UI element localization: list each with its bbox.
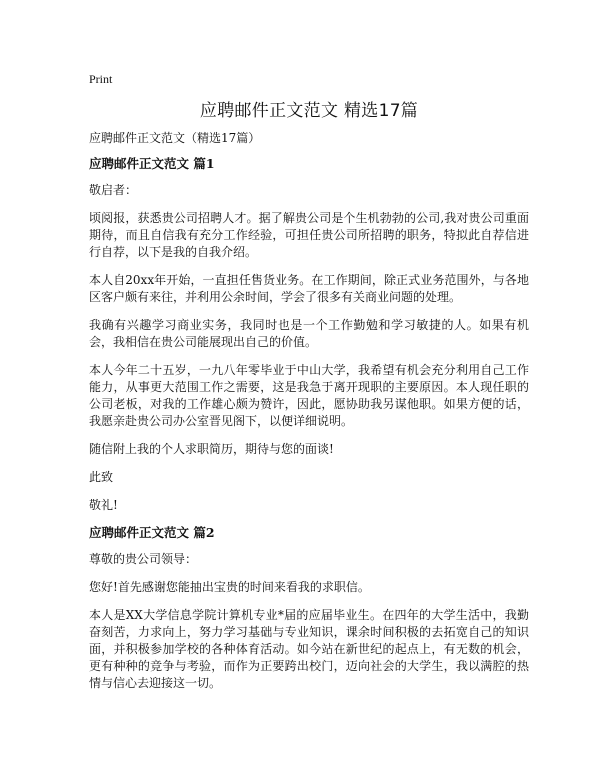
paragraph: 顷阅报，获悉贵公司招聘人才。据了解贵公司是个生机勃勃的公司,我对贵公司重面期待，而且自信我有充分工作经验，可担任贵公司所招聘的职务，特拟此自荐信进行自荐，以下是我的自我介绍。 [89, 211, 529, 259]
section-1 [89, 156, 529, 514]
document-page [89, 72, 529, 703]
section-heading: 应聘邮件正文范文 篇2 [89, 525, 215, 540]
closing-line: 此致 [89, 470, 114, 484]
document-title: 应聘邮件正文范文 精选17篇 [199, 101, 419, 121]
document-subtitle: 应聘邮件正文范文（精选17篇） [89, 131, 261, 145]
closing-line: 敬礼! [89, 498, 118, 512]
print-label[interactable]: Print [89, 72, 113, 86]
paragraph: 本人是XX大学信息学院计算机专业*届的应届毕业生。在四年的大学生活中，我勤奋刻苦，力求向上，努力学习基础与专业知识，课余时间积极的去拓宽自己的知识面，并积极参加学校的各种体育活动。如今站在新世纪的起点上，有无数的机会，更有种种的竞争与考验，而作为正要跨出校门，迈向社会的大学生，我以满腔的热情与信心去迎接这一切。 [89, 608, 529, 690]
paragraph: 本人今年二十五岁，一九八年零毕业于中山大学，我希望有机会充分利用自己工作能力，从事更大范围工作之需要，这是我急于离开现职的主要原因。本人现任职的公司老板，对我的工作雄心颇为赞许，因此，愿协助我另谋他职。如果方便的话，我愿亲赴贵公司办公室晋见阁下，以便详细说明。 [89, 363, 529, 428]
paragraph: 您好!首先感谢您能抽出宝贵的时间来看我的求职信。 [89, 580, 370, 594]
salutation: 尊敬的贵公司领导： [89, 552, 198, 566]
paragraph: 随信附上我的个人求职简历，期待与您的面谈! [89, 442, 334, 456]
salutation: 敬启者： [89, 183, 138, 197]
section-heading: 应聘邮件正文范文 篇1 [89, 156, 215, 171]
paragraph: 我确有兴趣学习商业实务，我同时也是一个工作勤勉和学习敏捷的人。如果有机会，我相信在贵公司能展现出自己的价值。 [89, 318, 529, 349]
paragraph: 本人自20xx年开始，一直担任售货业务。在工作期间，除正式业务范围外，与各地区客户颇有来往，并利用公余时间，学会了很多有关商业问题的处理。 [89, 273, 529, 304]
section-2 [89, 525, 529, 692]
